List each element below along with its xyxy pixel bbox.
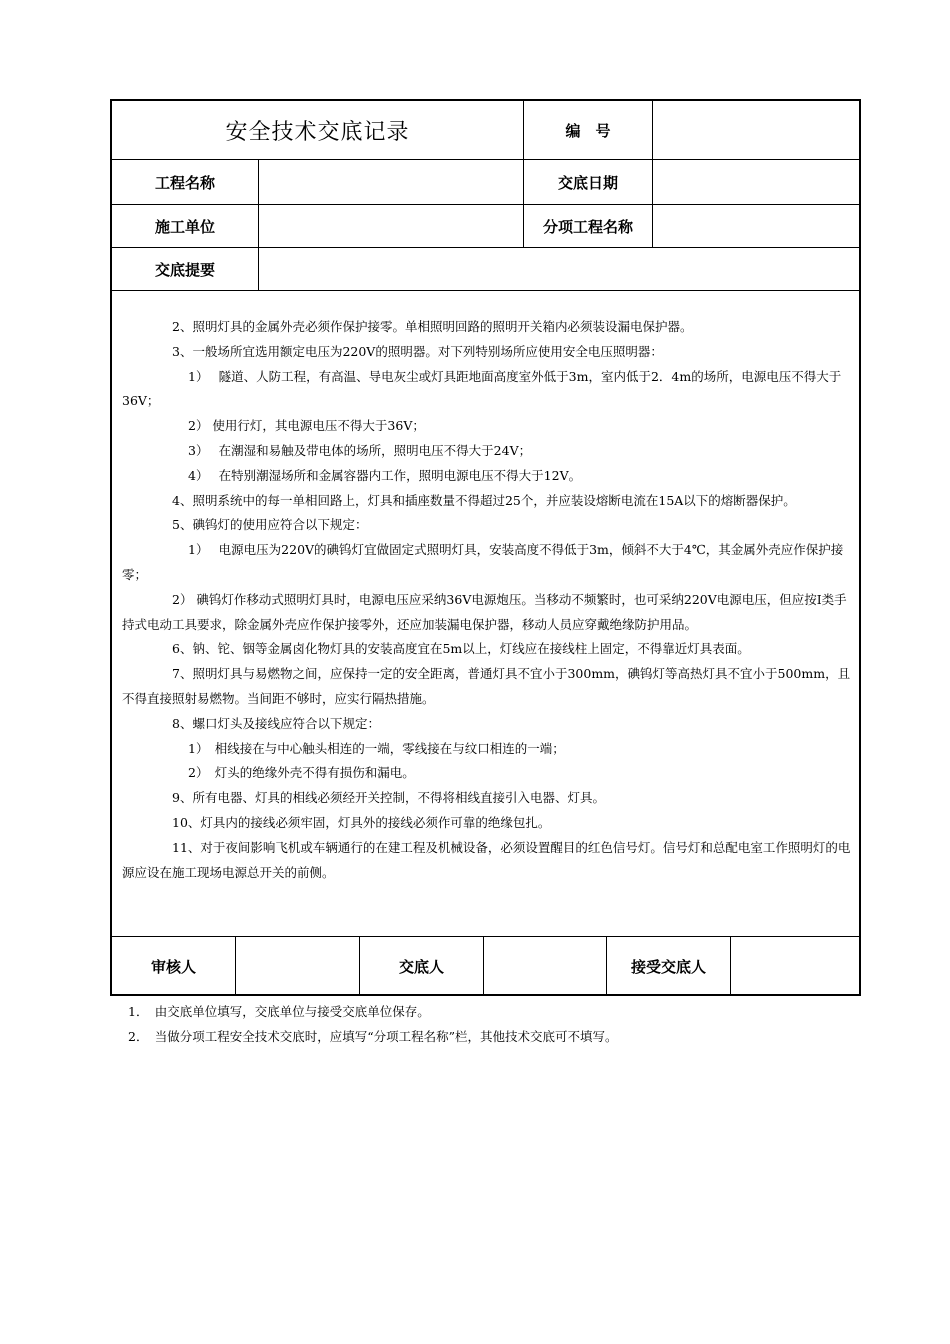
discloser-field[interactable] [484,937,606,996]
content-paragraph: 4、照明系统中的每一单相回路上，灯具和插座数量不得超过25个，并应装设熔断电流在15A以下的熔断器保护。 [172,492,796,508]
content-paragraph: 7、照明灯具与易燃物之间，应保持一定的安全距离，普通灯具不宜小于300mm，碘钨灯等高热灯具不宜小于500mm，且不得直接照射易燃物。当间距不够时，应实行隔热措施。 [122,666,851,706]
project-name-label: 工程名称 [154,173,215,192]
number-label: 编 号 [565,121,611,140]
content-paragraph: 9、所有电器、灯具的相线必须经开关控制，不得将相线直接引入电器、灯具。 [172,790,605,806]
receiver-label: 接受交底人 [630,958,706,976]
content-paragraph: 8、螺口灯头及接线应符合以下规定： [172,715,380,731]
content-paragraph: 10、灯具内的接线必须牢固，灯具外的接线必须作可靠的绝缘包扎。 [172,814,551,830]
content-paragraph: 4） 在特别潮湿场所和金属容器内工作，照明电源电压不得大于12V。 [188,467,582,483]
subproject-label: 分项工程名称 [542,217,633,236]
content-paragraph: 1） 隧道、人防工程，有高温、导电灰尘或灯具距地面高度室外低于3m，室内低于2．4m的场所，电源电压不得大于36V； [122,368,842,409]
content-paragraph: 6、钠、铊、铟等金属卤化物灯具的安装高度宜在5m以上，灯线应在接线柱上固定，不得靠近灯具表面。 [172,641,750,657]
content-paragraph: 2、照明灯具的金属外壳必须作保护接零。单相照明回路的照明开关箱内必须装设漏电保护器。 [172,319,693,334]
content-paragraph: 5、碘钨灯的使用应符合以下规定： [172,517,368,533]
unit-field[interactable] [259,205,523,247]
discloser-label: 交底人 [398,958,444,976]
footnote: 1． 由交底单位填写，交底单位与接受交底单位保存。 [128,1004,430,1019]
receiver-field[interactable] [731,937,861,996]
content-paragraph: 3） 在潮湿和易触及带电体的场所，照明电压不得大于24V； [188,442,532,458]
content-paragraph: 2） 碘钨灯作移动式照明灯具时，电源电压应采纳36V电源炮压。当移动不频繁时，也可采纳220V电源电压，但应按Ⅰ类手持式电动工具要求，除金属外壳应作保护接零外，还应加装漏电保护器，移动人员应穿戴绝缘防护用品。 [122,591,847,632]
reviewer-label: 审核人 [150,958,196,976]
date-label: 交底日期 [557,173,618,192]
content-paragraph: 3、一般场所宜选用额定电压为220V的照明器。对下列特别场所应使用安全电压照明器： [172,343,663,359]
form-title: 安全技术交底记录 [225,119,410,145]
disclosure-content [122,315,852,885]
subproject-field[interactable] [653,205,861,247]
content-paragraph: 2） 使用行灯，其电源电压不得大于36V； [188,418,425,434]
summary-label: 交底提要 [154,260,215,279]
summary-field[interactable] [259,248,861,290]
content-paragraph: 1） 电源电压为220V的碘钨灯宜做固定式照明灯具，安装高度不得低于3m，倾斜不大于4℃，其金属外壳应作保护接零； [122,542,844,582]
date-field[interactable] [653,160,861,204]
safety-disclosure-form [110,99,861,996]
content-paragraph: 2） 灯头的绝缘外壳不得有损伤和漏电。 [188,765,415,781]
footnotes [128,1000,618,1050]
content-paragraph: 11、对于夜间影响飞机或车辆通行的在建工程及机械设备，必须设置醒目的红色信号灯。信号灯和总配电室工作照明灯的电源应设在施工现场电源总开关的前侧。 [122,839,851,880]
reviewer-field[interactable] [236,937,359,996]
number-field[interactable] [653,101,861,159]
content-paragraph: 1） 相线接在与中心触头相连的一端，零线接在与纹口相连的一端； [188,740,565,756]
unit-label: 施工单位 [154,217,215,236]
footnote: 2． 当做分项工程安全技术交底时，应填写“分项工程名称”栏，其他技术交底可不填写。 [128,1028,618,1044]
project-name-field[interactable] [259,160,523,204]
row-divider [112,290,861,291]
